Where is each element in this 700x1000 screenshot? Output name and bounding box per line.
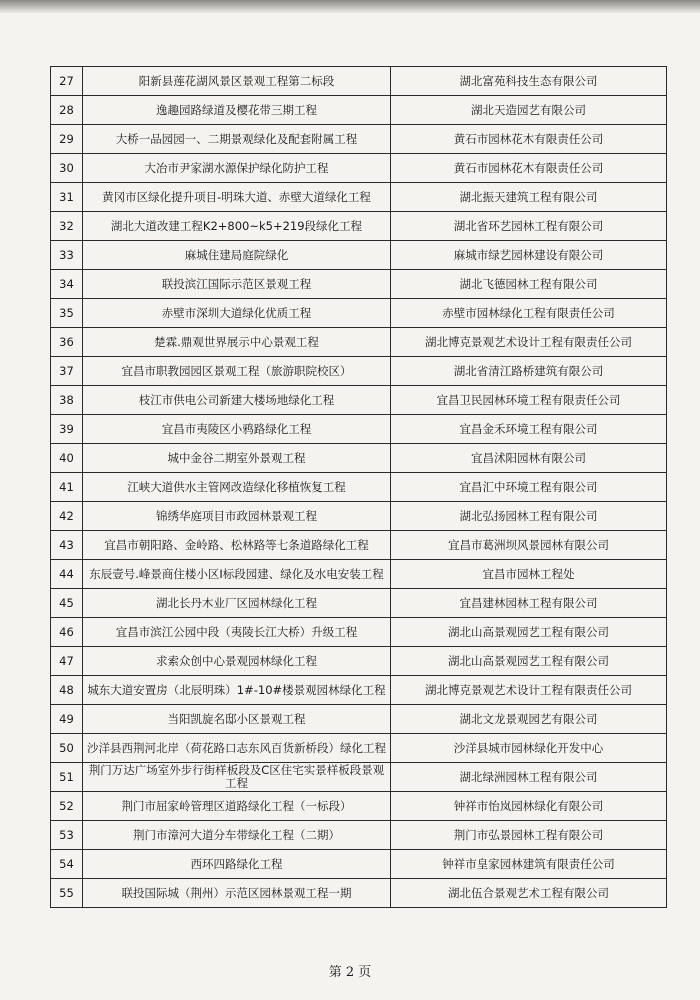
table-row (51, 473, 667, 502)
project-name: 求索众创中心景观园林绿化工程 (83, 647, 391, 676)
company-name: 麻城市绿艺园林建设有限公司 (391, 241, 667, 270)
company-name: 湖北文龙景观园艺有限公司 (391, 705, 667, 734)
company-name: 湖北飞德园林工程有限公司 (391, 270, 667, 299)
company-name: 湖北振天建筑工程有限公司 (391, 183, 667, 212)
project-name: 赤壁市深圳大道绿化优质工程 (83, 299, 391, 328)
row-number: 37 (51, 357, 83, 386)
table-row (51, 560, 667, 589)
row-number: 55 (51, 879, 83, 908)
table-row (51, 386, 667, 415)
table-row (51, 647, 667, 676)
company-name: 湖北绿洲园林工程有限公司 (391, 763, 667, 792)
scan-shadow (0, 0, 700, 14)
project-name: 楚霖.鼎观世界展示中心景观工程 (83, 328, 391, 357)
table-row (51, 212, 667, 241)
row-number: 28 (51, 96, 83, 125)
company-name: 湖北省环艺园林工程有限公司 (391, 212, 667, 241)
project-name: 沙洋县西荆河北岸（荷花路口志东风百货新桥段）绿化工程 (83, 734, 391, 763)
company-name: 荆门市弘景园林工程有限公司 (391, 821, 667, 850)
table-row (51, 241, 667, 270)
row-number: 50 (51, 734, 83, 763)
project-name: 大桥一品园园一、二期景观绿化及配套附属工程 (83, 125, 391, 154)
company-name: 钟祥市怡岚园林绿化有限公司 (391, 792, 667, 821)
table-row (51, 734, 667, 763)
row-number: 54 (51, 850, 83, 879)
table-row (51, 850, 667, 879)
row-number: 52 (51, 792, 83, 821)
project-name: 逸趣园路绿道及樱花带三期工程 (83, 96, 391, 125)
project-name: 大冶市尹家湖水源保护绿化防护工程 (83, 154, 391, 183)
row-number: 31 (51, 183, 83, 212)
project-name: 宜昌市滨江公园中段（夷陵长江大桥）升级工程 (83, 618, 391, 647)
company-name: 湖北省清江路桥建筑有限公司 (391, 357, 667, 386)
project-name: 荆门万达广场室外步行街样板段及C区住宅实景样板段景观工程 (83, 763, 391, 792)
company-name: 黄石市园林花木有限责任公司 (391, 154, 667, 183)
company-name: 宜昌建林园林工程有限公司 (391, 589, 667, 618)
company-name: 宜昌汇中环境工程有限公司 (391, 473, 667, 502)
row-number: 29 (51, 125, 83, 154)
project-name: 城东大道安置房（北辰明珠）1#-10#楼景观园林绿化工程 (83, 676, 391, 705)
row-number: 43 (51, 531, 83, 560)
row-number: 36 (51, 328, 83, 357)
company-name: 宜昌卫民园林环境工程有限责任公司 (391, 386, 667, 415)
project-name: 宜昌市朝阳路、金岭路、松林路等七条道路绿化工程 (83, 531, 391, 560)
table-row (51, 270, 667, 299)
company-name: 湖北山高景观园艺工程有限公司 (391, 647, 667, 676)
company-name: 黄石市园林花木有限责任公司 (391, 125, 667, 154)
row-number: 42 (51, 502, 83, 531)
table-row (51, 183, 667, 212)
project-name: 联投国际城（荆州）示范区园林景观工程一期 (83, 879, 391, 908)
project-name: 东辰壹号.峰景商住楼小区I标段园建、绿化及水电安装工程 (83, 560, 391, 589)
company-name: 湖北富苑科技生态有限公司 (391, 67, 667, 96)
row-number: 51 (51, 763, 83, 792)
table-row (51, 357, 667, 386)
company-name: 湖北博克景观艺术设计工程有限责任公司 (391, 328, 667, 357)
table-row (51, 618, 667, 647)
table-row (51, 415, 667, 444)
project-name: 阳新县莲花湖风景区景观工程第二标段 (83, 67, 391, 96)
row-number: 46 (51, 618, 83, 647)
table-row (51, 299, 667, 328)
page-number: 第 2 页 (328, 965, 372, 980)
table-row (51, 444, 667, 473)
project-name: 黄冈市区绿化提升项目-明珠大道、赤壁大道绿化工程 (83, 183, 391, 212)
table-row (51, 531, 667, 560)
table-row (51, 154, 667, 183)
company-name: 湖北伍合景观艺术工程有限公司 (391, 879, 667, 908)
row-number: 47 (51, 647, 83, 676)
table-row (51, 821, 667, 850)
table-body (51, 67, 667, 908)
company-name: 赤壁市园林绿化工程有限责任公司 (391, 299, 667, 328)
row-number: 39 (51, 415, 83, 444)
table-row (51, 328, 667, 357)
company-name: 湖北博克景观艺术设计工程有限责任公司 (391, 676, 667, 705)
project-name: 枝江市供电公司新建大楼场地绿化工程 (83, 386, 391, 415)
row-number: 27 (51, 67, 83, 96)
table-row (51, 125, 667, 154)
project-name: 荆门市漳河大道分车带绿化工程（二期） (83, 821, 391, 850)
project-name: 西环四路绿化工程 (83, 850, 391, 879)
company-name: 湖北天造园艺有限公司 (391, 96, 667, 125)
project-name: 荆门市屈家岭管理区道路绿化工程（一标段） (83, 792, 391, 821)
table-row (51, 67, 667, 96)
project-name: 湖北长丹木业厂区园林绿化工程 (83, 589, 391, 618)
company-name: 沙洋县城市园林绿化开发中心 (391, 734, 667, 763)
row-number: 44 (51, 560, 83, 589)
row-number: 45 (51, 589, 83, 618)
table-row (51, 879, 667, 908)
table-row (51, 96, 667, 125)
table-row (51, 502, 667, 531)
project-name: 宜昌市夷陵区小鸦路绿化工程 (83, 415, 391, 444)
project-name: 湖北大道改建工程K2+800~k5+219段绿化工程 (83, 212, 391, 241)
table-row (51, 676, 667, 705)
row-number: 30 (51, 154, 83, 183)
table-row (51, 792, 667, 821)
project-name: 锦绣华庭项目市政园林景观工程 (83, 502, 391, 531)
project-name: 联投滨江国际示范区景观工程 (83, 270, 391, 299)
company-name: 宜昌金禾环境工程有限公司 (391, 415, 667, 444)
row-number: 32 (51, 212, 83, 241)
row-number: 49 (51, 705, 83, 734)
row-number: 53 (51, 821, 83, 850)
company-name: 宜昌市园林工程处 (391, 560, 667, 589)
project-name: 当阳凯旋名邸小区景观工程 (83, 705, 391, 734)
table-row (51, 705, 667, 734)
row-number: 41 (51, 473, 83, 502)
table-row (51, 589, 667, 618)
project-table (50, 66, 667, 908)
company-name: 宜昌沭阳园林有限公司 (391, 444, 667, 473)
project-name: 城中金谷二期室外景观工程 (83, 444, 391, 473)
row-number: 33 (51, 241, 83, 270)
row-number: 40 (51, 444, 83, 473)
company-name: 宜昌市葛洲坝风景园林有限公司 (391, 531, 667, 560)
project-name: 江峡大道供水主管网改造绿化移植恢复工程 (83, 473, 391, 502)
row-number: 38 (51, 386, 83, 415)
project-name: 麻城住建局庭院绿化 (83, 241, 391, 270)
row-number: 34 (51, 270, 83, 299)
project-name: 宜昌市职教园园区景观工程（旅游职院校区） (83, 357, 391, 386)
table-row (51, 763, 667, 792)
row-number: 35 (51, 299, 83, 328)
company-name: 钟祥市皇家园林建筑有限责任公司 (391, 850, 667, 879)
company-name: 湖北弘扬园林工程有限公司 (391, 502, 667, 531)
row-number: 48 (51, 676, 83, 705)
company-name: 湖北山高景观园艺工程有限公司 (391, 618, 667, 647)
